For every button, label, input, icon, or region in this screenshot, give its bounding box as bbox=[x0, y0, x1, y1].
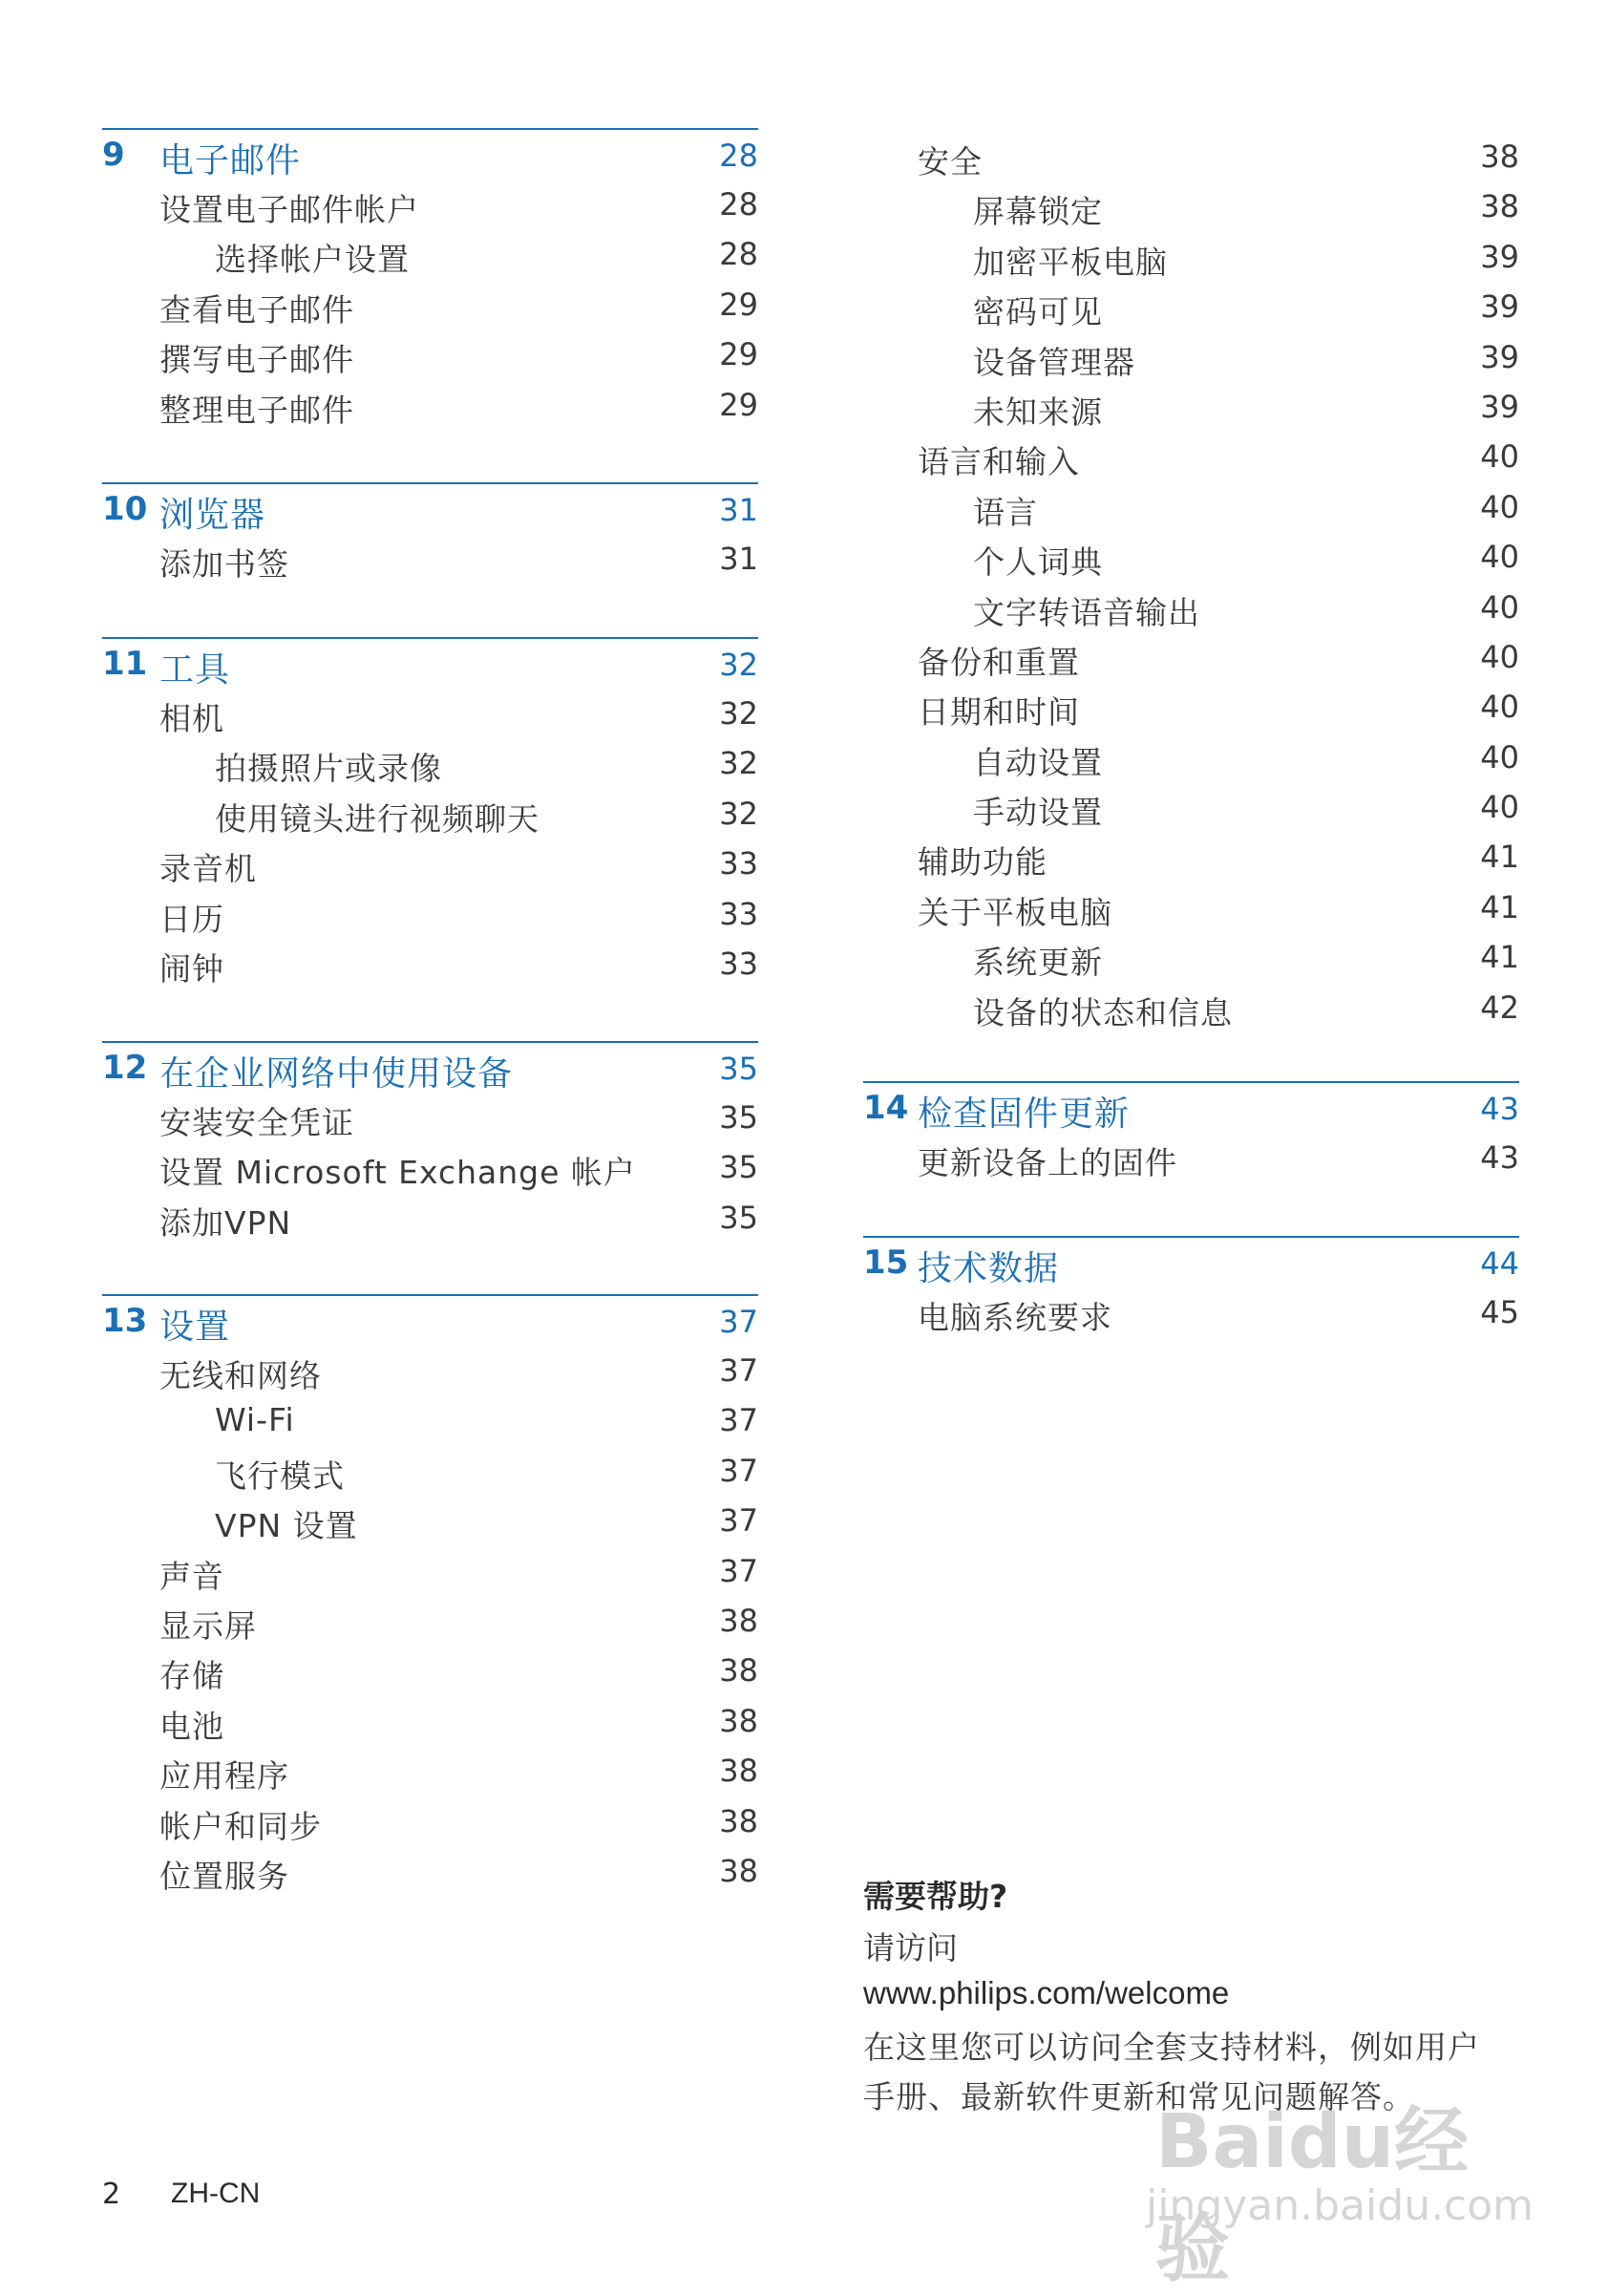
toc-section bbox=[102, 128, 758, 430]
toc-chapter-heading[interactable] bbox=[102, 639, 758, 689]
toc-entry-label: 撰写电子邮件 bbox=[159, 341, 354, 379]
toc-entry-label: 手动设置 bbox=[973, 794, 1103, 832]
toc-entry-label: 声音 bbox=[159, 1557, 224, 1595]
chapter-page: 28 bbox=[719, 138, 758, 174]
toc-entry-page: 33 bbox=[719, 945, 758, 982]
toc-entry-label: 添加VPN bbox=[159, 1203, 292, 1242]
toc-entry-label: 设置 Microsoft Exchange 帐户 bbox=[159, 1154, 636, 1192]
toc-chapter-heading[interactable] bbox=[102, 1043, 758, 1093]
toc-section bbox=[102, 637, 758, 989]
toc-entry-label: 闹钟 bbox=[159, 949, 224, 988]
toc-entry[interactable] bbox=[863, 181, 1519, 231]
toc-entry[interactable] bbox=[863, 583, 1519, 632]
chapter-page: 37 bbox=[719, 1304, 758, 1340]
toc-entry-label: VPN 设置 bbox=[215, 1507, 358, 1545]
toc-entry-label: 录音机 bbox=[159, 850, 257, 888]
toc-section bbox=[102, 1294, 758, 1896]
toc-entry[interactable] bbox=[102, 1546, 758, 1596]
toc-entry-label: 使用镜头进行视频聊天 bbox=[215, 799, 540, 838]
toc-entry-page: 35 bbox=[719, 1149, 758, 1186]
chapter-number: 13 bbox=[102, 1302, 148, 1340]
baidu-watermark-logo bbox=[1146, 2082, 1534, 2292]
toc-entry-page: 32 bbox=[719, 795, 758, 832]
chapter-number: 12 bbox=[102, 1049, 148, 1087]
toc-chapter-heading[interactable] bbox=[102, 1296, 758, 1346]
toc-entry-page: 40 bbox=[1480, 638, 1519, 675]
toc-entry[interactable] bbox=[102, 1193, 758, 1243]
toc-entry-label: 选择帐户设置 bbox=[215, 241, 410, 279]
chapter-title: 浏览器 bbox=[159, 496, 266, 535]
toc-entry[interactable] bbox=[863, 532, 1519, 582]
page-number: 2 bbox=[102, 2178, 121, 2211]
chapter-page: 35 bbox=[719, 1051, 758, 1087]
chapter-page: 32 bbox=[719, 647, 758, 683]
toc-entry[interactable] bbox=[102, 330, 758, 379]
toc-entry-label: 拍摄照片或录像 bbox=[215, 750, 442, 788]
toc-entry-label: 更新设备上的固件 bbox=[918, 1144, 1177, 1181]
toc-entry-label: 位置服务 bbox=[159, 1857, 289, 1895]
toc-entry[interactable] bbox=[863, 282, 1519, 331]
toc-section bbox=[863, 1081, 1519, 1182]
toc-entry[interactable] bbox=[102, 939, 758, 989]
toc-entry-page: 37 bbox=[719, 1352, 758, 1389]
toc-chapter-heading[interactable] bbox=[863, 1238, 1519, 1287]
toc-section bbox=[863, 1236, 1519, 1337]
toc-entry[interactable] bbox=[863, 632, 1519, 682]
toc-entry[interactable] bbox=[863, 983, 1519, 1032]
toc-entry-label: 设备管理器 bbox=[973, 343, 1135, 381]
toc-entry-label: 日历 bbox=[159, 900, 224, 938]
toc-entry-label: Wi-Fi bbox=[215, 1401, 295, 1439]
chapter-number: 10 bbox=[102, 490, 148, 528]
toc-entry-page: 38 bbox=[719, 1852, 758, 1889]
toc-entry-label: 电脑系统要求 bbox=[918, 1299, 1112, 1336]
toc-entry-label: 文字转语音输出 bbox=[973, 593, 1200, 631]
toc-entry-page: 38 bbox=[719, 1652, 758, 1690]
toc-entry-page: 29 bbox=[719, 386, 758, 423]
toc-entry[interactable] bbox=[863, 432, 1519, 481]
toc-entry[interactable] bbox=[863, 832, 1519, 882]
toc-entry[interactable] bbox=[102, 1446, 758, 1496]
toc-entry-page: 31 bbox=[719, 541, 758, 577]
toc-entry-page: 29 bbox=[719, 336, 758, 373]
toc-entry-label: 添加书签 bbox=[159, 545, 289, 583]
toc-entry-page: 33 bbox=[719, 845, 758, 882]
toc-entry-label: 自动设置 bbox=[973, 743, 1103, 781]
toc-entry[interactable] bbox=[863, 1287, 1519, 1337]
toc-section bbox=[102, 1041, 758, 1243]
toc-entry-page: 37 bbox=[719, 1402, 758, 1439]
toc-entry-label: 飞行模式 bbox=[215, 1456, 345, 1495]
toc-entry[interactable] bbox=[863, 332, 1519, 382]
toc-entry[interactable] bbox=[102, 1746, 758, 1796]
help-url-link[interactable]: www.philips.com/welcome bbox=[863, 1975, 1230, 2010]
toc-entry-page: 28 bbox=[719, 236, 758, 273]
chapter-number: 11 bbox=[102, 645, 148, 683]
toc-entry-page: 43 bbox=[1480, 1139, 1519, 1176]
toc-continued-list bbox=[863, 132, 1519, 1032]
toc-entry-label: 安全 bbox=[918, 143, 983, 181]
toc-entry[interactable] bbox=[863, 382, 1519, 432]
toc-entry-label: 日期和时间 bbox=[918, 693, 1080, 732]
toc-entry-page: 32 bbox=[719, 695, 758, 732]
chapter-title: 电子邮件 bbox=[159, 141, 302, 181]
toc-entry[interactable] bbox=[863, 733, 1519, 782]
toc-entry[interactable] bbox=[102, 534, 758, 584]
toc-entry[interactable] bbox=[102, 1395, 758, 1445]
toc-entry-label: 系统更新 bbox=[973, 944, 1103, 982]
toc-entry-label: 关于平板电脑 bbox=[918, 893, 1112, 931]
chapter-title: 在企业网络中使用设备 bbox=[159, 1054, 514, 1094]
language-code: ZH-CN bbox=[171, 2178, 261, 2209]
toc-entry[interactable] bbox=[102, 839, 758, 888]
toc-entry[interactable] bbox=[102, 1596, 758, 1646]
chapter-title: 工具 bbox=[159, 650, 231, 690]
toc-entry-page: 29 bbox=[719, 286, 758, 323]
toc-entry-page: 41 bbox=[1480, 888, 1519, 925]
chapter-title: 检查固件更新 bbox=[918, 1095, 1131, 1134]
toc-entry[interactable] bbox=[102, 889, 758, 939]
toc-entry[interactable] bbox=[863, 1133, 1519, 1182]
toc-entry-page: 37 bbox=[719, 1452, 758, 1489]
toc-entry[interactable] bbox=[863, 682, 1519, 732]
toc-entry-page: 39 bbox=[1480, 388, 1519, 425]
toc-entry-label: 备份和重置 bbox=[918, 643, 1080, 681]
toc-entry-page: 38 bbox=[1480, 138, 1519, 175]
toc-entry[interactable] bbox=[102, 738, 758, 788]
chapter-page: 44 bbox=[1480, 1245, 1519, 1282]
toc-entry-label: 设置电子邮件帐户 bbox=[159, 191, 419, 228]
help-description: 在这里您可以访问全套支持材料，例如用户手册、最新软件更新和常见问题解答。 bbox=[863, 2029, 1480, 2115]
toc-chapter-heading[interactable] bbox=[102, 484, 758, 534]
toc-entry-page: 45 bbox=[1480, 1294, 1519, 1330]
toc-entry[interactable] bbox=[863, 932, 1519, 982]
toc-entry-label: 辅助功能 bbox=[918, 843, 1047, 882]
toc-entry-page: 40 bbox=[1480, 738, 1519, 776]
toc-entry-page: 33 bbox=[719, 895, 758, 932]
chapter-page: 31 bbox=[719, 492, 758, 528]
toc-entry-label: 语言和输入 bbox=[918, 443, 1080, 481]
toc-entry-label: 帐户和同步 bbox=[159, 1807, 322, 1845]
toc-entry-page: 38 bbox=[1480, 188, 1519, 225]
toc-entry-page: 28 bbox=[719, 186, 758, 223]
toc-entry[interactable] bbox=[102, 1093, 758, 1142]
chapter-page: 43 bbox=[1480, 1091, 1519, 1127]
toc-entry[interactable] bbox=[102, 689, 758, 738]
toc-entry[interactable] bbox=[102, 180, 758, 229]
toc-entry-page: 41 bbox=[1480, 939, 1519, 976]
chapter-number: 15 bbox=[863, 1244, 909, 1282]
toc-entry-page: 38 bbox=[719, 1753, 758, 1790]
toc-entry-page: 39 bbox=[1480, 238, 1519, 275]
toc-entry[interactable] bbox=[102, 1846, 758, 1896]
chapter-title: 设置 bbox=[159, 1307, 231, 1347]
toc-entry-label: 查看电子邮件 bbox=[159, 290, 354, 329]
toc-entry-label: 密码可见 bbox=[973, 293, 1103, 331]
toc-entry[interactable] bbox=[863, 232, 1519, 282]
toc-entry-label: 加密平板电脑 bbox=[973, 243, 1168, 281]
toc-entry-page: 38 bbox=[719, 1602, 758, 1639]
toc-entry[interactable] bbox=[102, 1696, 758, 1746]
watermark-domain: jingyan.baidu.com bbox=[1146, 2181, 1534, 2230]
toc-entry-page: 38 bbox=[719, 1702, 758, 1739]
toc-entry-page: 40 bbox=[1480, 539, 1519, 576]
toc-entry-page: 39 bbox=[1480, 338, 1519, 375]
toc-entry-page: 41 bbox=[1480, 839, 1519, 876]
chapter-number: 14 bbox=[863, 1089, 909, 1127]
help-visit-text: 请访问 bbox=[863, 1929, 958, 1966]
toc-entry-label: 相机 bbox=[159, 700, 224, 737]
toc-entry-page: 35 bbox=[719, 1099, 758, 1136]
toc-entry-page: 37 bbox=[719, 1552, 758, 1589]
toc-entry-page: 42 bbox=[1480, 989, 1519, 1026]
toc-entry-page: 40 bbox=[1480, 438, 1519, 476]
help-title: 需要帮助? bbox=[863, 1878, 1008, 1915]
toc-entry-label: 无线和网络 bbox=[159, 1357, 322, 1394]
toc-entry-label: 个人词典 bbox=[973, 543, 1103, 582]
toc-entry-label: 电池 bbox=[159, 1707, 224, 1745]
toc-section bbox=[102, 482, 758, 584]
toc-entry[interactable] bbox=[863, 782, 1519, 832]
toc-entry-page: 40 bbox=[1480, 789, 1519, 826]
toc-entry-label: 显示屏 bbox=[159, 1606, 257, 1645]
toc-entry[interactable] bbox=[863, 482, 1519, 532]
toc-entry[interactable] bbox=[102, 1796, 758, 1846]
toc-entry[interactable] bbox=[102, 1142, 758, 1192]
toc-entry-page: 40 bbox=[1480, 588, 1519, 626]
toc-entry[interactable] bbox=[102, 789, 758, 839]
toc-entry[interactable] bbox=[102, 380, 758, 430]
toc-entry-page: 32 bbox=[719, 745, 758, 782]
toc-entry[interactable] bbox=[102, 280, 758, 330]
toc-entry-page: 39 bbox=[1480, 288, 1519, 326]
toc-entry-label: 语言 bbox=[973, 493, 1038, 531]
toc-entry[interactable] bbox=[863, 882, 1519, 932]
toc-entry-page: 40 bbox=[1480, 488, 1519, 525]
toc-entry-label: 设备的状态和信息 bbox=[973, 993, 1233, 1031]
toc-entry[interactable] bbox=[102, 1346, 758, 1395]
watermark-brand: Baidu经验 bbox=[1155, 2099, 1470, 2292]
toc-entry-label: 整理电子邮件 bbox=[159, 391, 354, 429]
toc-chapter-heading[interactable] bbox=[863, 1083, 1519, 1133]
chapter-title: 技术数据 bbox=[918, 1249, 1060, 1288]
toc-entry[interactable] bbox=[102, 1646, 758, 1695]
toc-entry[interactable] bbox=[102, 1496, 758, 1545]
toc-chapter-heading[interactable] bbox=[102, 130, 758, 180]
toc-entry[interactable] bbox=[863, 132, 1519, 181]
toc-entry-label: 存储 bbox=[159, 1657, 224, 1695]
toc-entry-label: 未知来源 bbox=[973, 393, 1103, 431]
toc-entry-page: 40 bbox=[1480, 689, 1519, 726]
toc-entry-page: 37 bbox=[719, 1502, 758, 1540]
chapter-number: 9 bbox=[102, 136, 125, 174]
toc-entry-page: 35 bbox=[719, 1199, 758, 1236]
toc-entry-label: 安装安全凭证 bbox=[159, 1104, 354, 1141]
toc-entry-label: 屏幕锁定 bbox=[973, 193, 1103, 231]
toc-entry-page: 38 bbox=[719, 1802, 758, 1839]
toc-entry-label: 应用程序 bbox=[159, 1757, 289, 1796]
toc-entry[interactable] bbox=[102, 229, 758, 279]
